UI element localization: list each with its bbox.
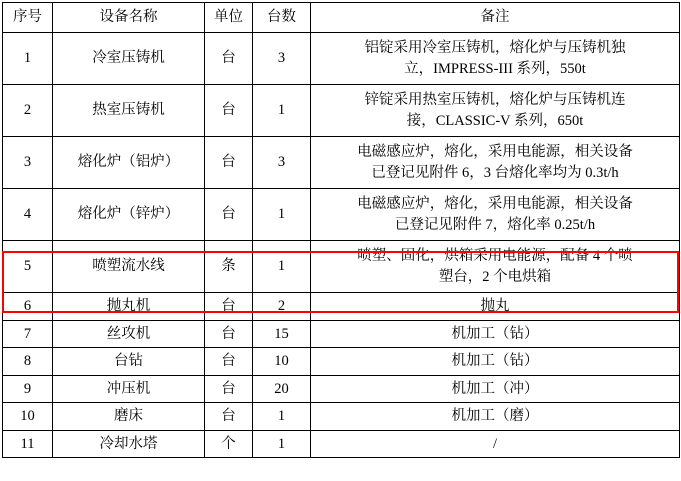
table-row bbox=[3, 403, 680, 431]
cell-name: 熔化炉（铝炉） bbox=[53, 137, 205, 189]
cell-unit: 台 bbox=[205, 85, 253, 137]
remark-line: 电磁感应炉，熔化，采用电能源，相关设备 bbox=[357, 143, 633, 160]
remark-line: 电磁感应炉，熔化，采用电能源，相关设备 bbox=[357, 195, 633, 212]
cell-no: 9 bbox=[3, 375, 53, 403]
cell-remark bbox=[311, 403, 680, 431]
cell-remark bbox=[311, 241, 680, 293]
cell-unit: 台 bbox=[205, 403, 253, 431]
table-body bbox=[3, 33, 680, 458]
remark-line: 喷塑、固化，烘箱采用电能源，配备 4 个喷 bbox=[357, 247, 633, 264]
remark-line: 塑台，2 个电烘箱 bbox=[438, 268, 552, 285]
table-row bbox=[3, 85, 680, 137]
table-row bbox=[3, 293, 680, 321]
cell-remark bbox=[311, 430, 680, 458]
remark-line: 机加工（钻） bbox=[451, 325, 539, 342]
remark-line: / bbox=[492, 435, 498, 452]
cell-unit: 台 bbox=[205, 348, 253, 376]
cell-qty: 1 bbox=[253, 241, 311, 293]
cell-unit: 台 bbox=[205, 320, 253, 348]
remark-line: 接，CLASSIC-V 系列，650t bbox=[406, 112, 584, 129]
cell-unit: 台 bbox=[205, 189, 253, 241]
table-row bbox=[3, 33, 680, 85]
cell-no: 2 bbox=[3, 85, 53, 137]
cell-name: 丝攻机 bbox=[53, 320, 205, 348]
remark-line: 机加工（冲） bbox=[451, 380, 539, 397]
table-row bbox=[3, 375, 680, 403]
remark-line: 锌锭采用热室压铸机，熔化炉与压铸机连 bbox=[364, 91, 626, 108]
column-header-qty: 台数 bbox=[253, 3, 311, 33]
cell-remark bbox=[311, 293, 680, 321]
remark-line: 铝锭采用冷室压铸机，熔化炉与压铸机独 bbox=[364, 39, 626, 56]
cell-qty: 3 bbox=[253, 33, 311, 85]
cell-no: 6 bbox=[3, 293, 53, 321]
cell-name: 冷却水塔 bbox=[53, 430, 205, 458]
cell-remark bbox=[311, 189, 680, 241]
cell-name: 磨床 bbox=[53, 403, 205, 431]
table-row bbox=[3, 348, 680, 376]
column-header-name: 设备名称 bbox=[53, 3, 205, 33]
table-row bbox=[3, 137, 680, 189]
cell-qty: 20 bbox=[253, 375, 311, 403]
column-header-remark: 备注 bbox=[311, 3, 680, 33]
cell-no: 8 bbox=[3, 348, 53, 376]
cell-no: 4 bbox=[3, 189, 53, 241]
cell-qty: 10 bbox=[253, 348, 311, 376]
cell-remark bbox=[311, 375, 680, 403]
table-row bbox=[3, 189, 680, 241]
cell-remark bbox=[311, 320, 680, 348]
remark-line: 机加工（钻） bbox=[451, 353, 539, 370]
remark-line: 机加工（磨） bbox=[451, 408, 539, 425]
cell-no: 1 bbox=[3, 33, 53, 85]
cell-name: 冷室压铸机 bbox=[53, 33, 205, 85]
cell-qty: 3 bbox=[253, 137, 311, 189]
equipment-table bbox=[2, 2, 680, 458]
cell-name: 热室压铸机 bbox=[53, 85, 205, 137]
cell-qty: 1 bbox=[253, 403, 311, 431]
cell-no: 5 bbox=[3, 241, 53, 293]
remark-line: 抛丸 bbox=[480, 298, 510, 314]
cell-no: 10 bbox=[3, 403, 53, 431]
cell-name: 抛丸机 bbox=[53, 293, 205, 321]
cell-no: 3 bbox=[3, 137, 53, 189]
remark-line: 已登记见附件 6，3 台熔化率均为 0.3t/h bbox=[371, 164, 619, 181]
table-header-row bbox=[3, 3, 680, 33]
cell-remark bbox=[311, 137, 680, 189]
cell-qty: 15 bbox=[253, 320, 311, 348]
cell-qty: 1 bbox=[253, 430, 311, 458]
column-header-no: 序号 bbox=[3, 3, 53, 33]
remark-line: 立，IMPRESS-III 系列，550t bbox=[404, 60, 586, 77]
document-page bbox=[0, 2, 681, 481]
cell-no: 7 bbox=[3, 320, 53, 348]
cell-unit: 台 bbox=[205, 33, 253, 85]
cell-name: 台钻 bbox=[53, 348, 205, 376]
cell-name: 冲压机 bbox=[53, 375, 205, 403]
cell-unit: 台 bbox=[205, 375, 253, 403]
cell-name: 喷塑流水线 bbox=[53, 241, 205, 293]
cell-remark bbox=[311, 33, 680, 85]
cell-unit: 台 bbox=[205, 293, 253, 321]
cell-qty: 1 bbox=[253, 85, 311, 137]
table-row bbox=[3, 430, 680, 458]
cell-unit: 个 bbox=[205, 430, 253, 458]
cell-remark bbox=[311, 85, 680, 137]
column-header-unit: 单位 bbox=[205, 3, 253, 33]
cell-remark bbox=[311, 348, 680, 376]
cell-no: 11 bbox=[3, 430, 53, 458]
cell-unit: 台 bbox=[205, 137, 253, 189]
cell-unit: 条 bbox=[205, 241, 253, 293]
cell-qty: 1 bbox=[253, 189, 311, 241]
table-row bbox=[3, 320, 680, 348]
cell-name: 熔化炉（锌炉） bbox=[53, 189, 205, 241]
table-row bbox=[3, 241, 680, 293]
remark-line: 已登记见附件 7，熔化率 0.25t/h bbox=[394, 216, 596, 233]
cell-qty: 2 bbox=[253, 293, 311, 321]
